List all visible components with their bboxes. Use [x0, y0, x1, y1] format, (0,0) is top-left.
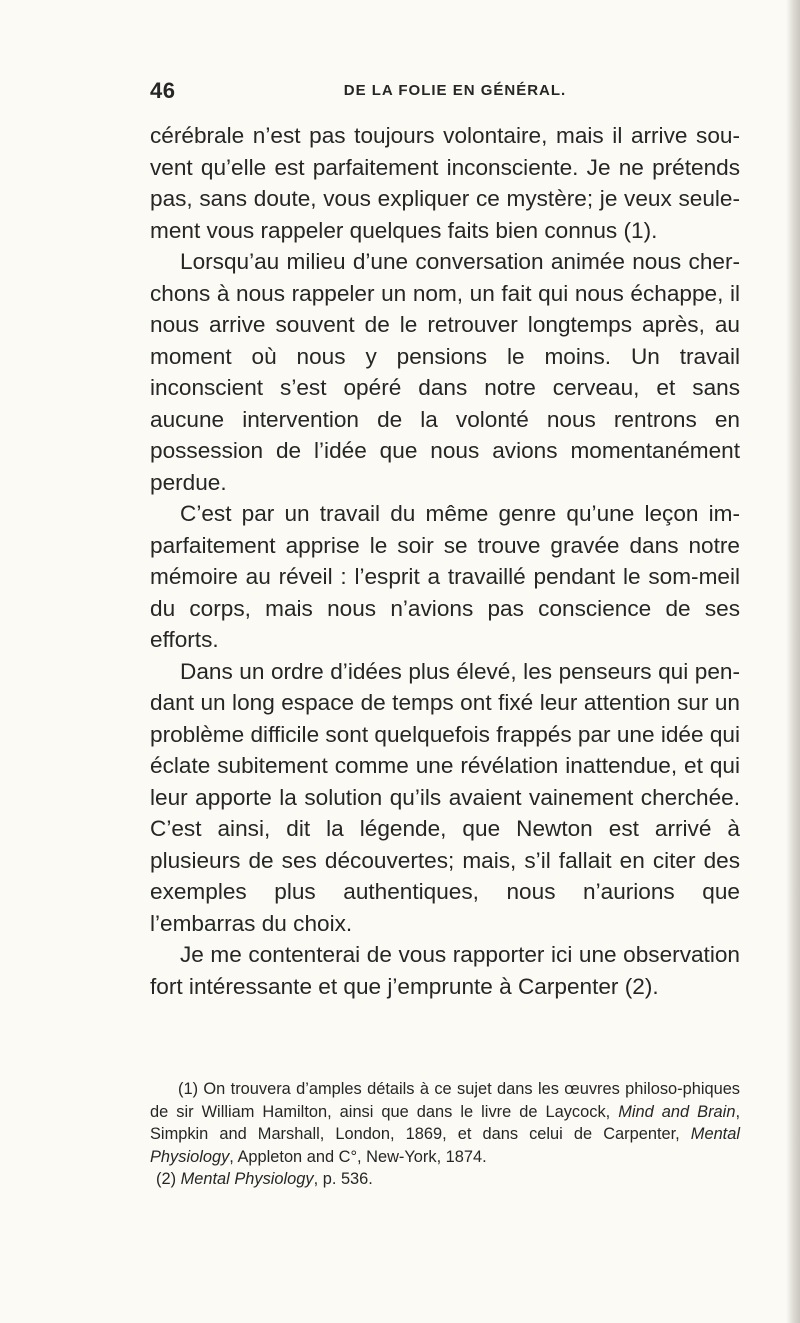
body-text	[150, 120, 740, 1002]
footnote-2-title: Mental Physiology	[180, 1170, 314, 1188]
footnote-1-text-b: , Simpkin and Marshall, London, 1869, et dans celui de Carpenter,	[150, 1102, 740, 1143]
paragraph-2: Lorsqu’au milieu d’une conversation animée nous cher-chons à nous rappeler un nom, un fait qui nous échappe, il nous arrive souvent de le retrouver longtemps après, au moment où nous y pensions le moins. Un travail inconscient s’est opéré dans notre cerveau, et sans aucune intervention de la volonté nous rentrons en possession de l’idée que nous avions momentanément perdue.	[150, 249, 740, 495]
footnote-2-text-a: (2)	[156, 1170, 181, 1188]
paragraph-3: C’est par un travail du même genre qu’une leçon im-parfaitement apprise le soir se trouve gravée dans notre mémoire au réveil : l’esprit a travaillé pendant le som-meil du corps, mais nous n’avions pas conscience de ses efforts.	[150, 501, 740, 652]
footnote-2-text-b: , p. 536.	[313, 1170, 373, 1188]
paragraph-4: Dans un ordre d’idées plus élevé, les penseurs qui pen-dant un long espace de temps ont fixé leur attention sur un problème difficile sont quelquefois frappés par une idée qui éclate subitement comme une révélation inattendue, et qui leur apporte la solution qu’ils avaient vainement cherchée. C’est ainsi, dit la légende, que Newton est arrivé à plusieurs de ses découvertes; mais, s’il fallait en citer des exemples plus authentiques, nous n’aurions que l’embarras du choix.	[150, 658, 740, 936]
page-header	[150, 78, 740, 108]
footnote-2	[150, 1168, 740, 1191]
page-number: 46	[150, 78, 176, 103]
page-edge-shadow	[786, 0, 800, 1323]
running-head: DE LA FOLIE EN GÉNÉRAL.	[343, 82, 567, 99]
footnote-1-text-a: (1) On trouvera d’amples détails à ce sujet dans les œuvres philoso-phiques de sir William Hamilton, ainsi que dans le livre de Laycock,	[150, 1080, 740, 1121]
paragraph-5: Je me contenterai de vous rapporter ici une observation fort intéressante et que j’emprunte à Carpenter (2).	[150, 942, 740, 999]
footnote-1-title-mind-and-brain: Mind and Brain	[618, 1102, 736, 1121]
paragraph-1: cérébrale n’est pas toujours volontaire, mais il arrive sou-vent qu’elle est parfaitement inconsciente. Je ne prétends pas, sans doute, vous expliquer ce mystère; je veux seule-ment vous rappeler quelques faits bien connus (1).	[150, 123, 740, 243]
footnote-1-text-c: , Appleton and C°, New-York, 1874.	[229, 1147, 487, 1166]
footnotes	[150, 1078, 740, 1191]
footnote-1	[150, 1078, 740, 1168]
footnote-1-title-mental-physiology: Mental Physiology	[150, 1125, 740, 1166]
